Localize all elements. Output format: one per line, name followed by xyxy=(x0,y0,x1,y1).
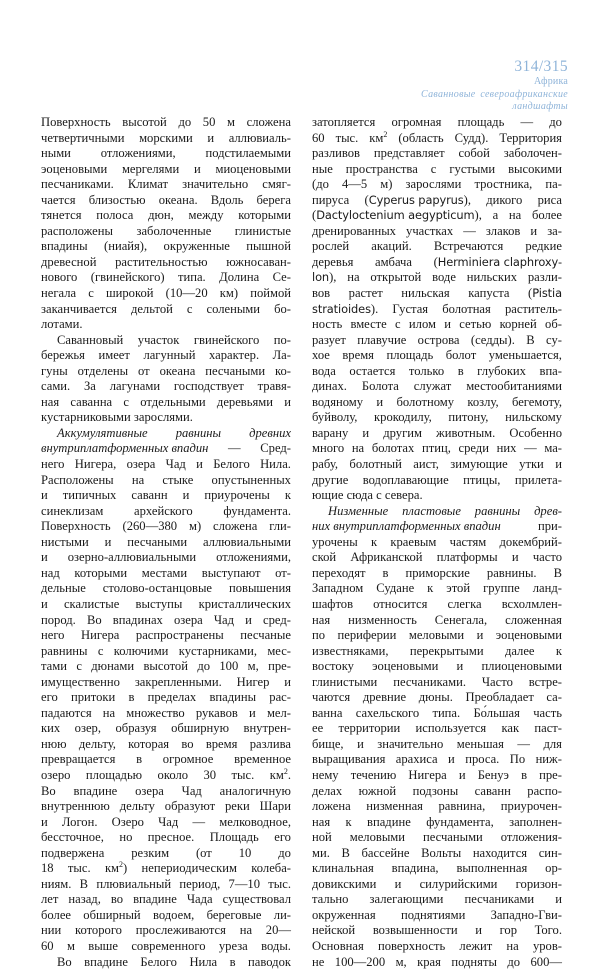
page-subtitle-line2: ландшафты xyxy=(512,100,568,112)
text-columns xyxy=(41,115,562,970)
page-region-label: Африка xyxy=(533,76,568,88)
paragraph: Во впадине Белого Нила в паводок xyxy=(57,954,291,969)
page-header xyxy=(248,58,568,112)
right-text-column xyxy=(312,115,562,970)
paragraph: затопляется огромная площадь — до 60 тыс. $км^2$ (область Судд). Территория разливов представляет собой заболочен- ные пространства с густыми высокими (до 4—5 м) зарослями тростника, па- пируса (Cyperus papyrus), дикого риса (Dactyloctenium aegypticum), а на более дренированных участках — злаков и за- рослей акаций. Встречаются редкие деревья амбача (Herminiera claphroxy- lon), на открытой воде нильских разли- вов растет нильская капуста (Pistia stratioides). Густая болотная раститель- ность вместе с илом и сетью корней об- разует плавучие острова (седды). В су- хое время площадь болот уменьшается, вода остается только в глубоких впа- динах. Болота служат местообитаниями водяному и болотному козлу, бегемоту, буйволу, крокодилу, питону, нильскому варану и другим животным. Особенно много на болотах птиц, среди них — ма- рабу, болотный аист, зимующие утки и другие водоплавающие птицы, прилета- ющие сюда с севера. xyxy=(312,115,562,503)
page-subtitle-line1: Саванновые североафриканские xyxy=(421,88,568,100)
paragraph: Низменные пластовые равнины древ- них внутриплатформенных впадин при- урочены к краевым частям докембрий- ской Африканской платформы и часто переходят в приморские равнины. В Западном Судане к этой группе ланд- шафтов относится слегка всхолмлен- ная низменность Сенегала, сложенная по периферии меловыми и эоценовыми известняками, перекрытыми далее к востоку эоценовыми и плиоценовыми глинистыми песчаниками. Часто встре- чаются древние дюны. Преобладает са- ванна сахельского типа. Бо́льшая часть ее территории используется как паст- бище, и значительно меньшая — для выращивания арахиса и проса. По ниж- нему течению Нигера и Бенуэ в пре- делах южной подзоны саванн распо- ложена низменная равнина, приурочен- ная к впадине фундамента, заполнен- ной меловыми песчаными отложения- ми. В бассейне Вольты находится син- клинальная впадина, выполненная ор- довикскими и силурийскими горизон- тально залегающими песчаниками и окруженная поднятиями Западно-Гви- нейской возвышенности и гор Того. Основная поверхность лежит на уров- не 100—200 м, края подняты до 600— xyxy=(312,503,562,969)
paragraph: Поверхность высотой до 50 м сложена четвертичными морскими и аллювиаль- ными отложениями, подстилаемыми эоценовыми мергелями и миоценовыми песчаниками. Климат значительно смяг- чается близостью океана. Вдоль берега тянется полоса дюн, между которыми расположены заболоченные глинистые впадины (ниайя), окруженные пышной древесной растительностью южносаван- нового (гвинейского) типа. Долина Се- негала с широкой (10—20 км) поймой заканчивается дельтой с солеными бо- лотами. xyxy=(41,115,291,332)
paragraph: Саванновый участок гвинейского по- бережья имеет лагунный характер. Ла- гуны отделены от океана песчаными ко- сами. За лагунами господствует травя- ная саванна с отдельными деревьями и кустарниковыми зарослями. xyxy=(41,332,291,425)
page-folio: 314/315 xyxy=(514,58,568,75)
left-text-column xyxy=(41,115,291,970)
paragraph: Аккумулятивные равнины древних внутриплатформенных впадин — Сред- него Нигера, озера Чад и Белого Нила. Расположены на стыке опустыненных и типичных саванн и приурочены к синеклизам архейского фундамента. Поверхность (260—380 м) сложена гли- нистыми и песчаными аллювиальными и озерно-аллювиальными отложениями, над которыми местами выступают от- дельные столово-останцовые повышения и скалистые выступы кристаллических пород. Во впадинах озера Чад и сред- него Нигера распространены песчаные равнины с колючими кустарниками, мес- тами с дюнами высотой до 100 м, пре- имущественно закрепленными. Нигер и его притоки в пределах впадины рас- падаются на множество рукавов и мел- ких озер, образуя обширную внутрен- нюю дельту, которая во время разлива превращается в огромное временное озеро площадью около 30 тыс. $км^2$. Во впадине озера Чад аналогичную внутреннюю дельту образуют реки Шари и Логон. Озеро Чад — мелководное, бессточное, но пресное. Площадь его подвержена резким (от 10 до 18 тыс. $км^2$) непериодическим колеба- ниям. В плювиальный период, 7—10 тыс. лет назад, во впадине Чада существовал более обширный водоем, береговые ли- нии которого прослеживаются на 20— 60 м выше современного уреза воды. xyxy=(41,425,291,953)
